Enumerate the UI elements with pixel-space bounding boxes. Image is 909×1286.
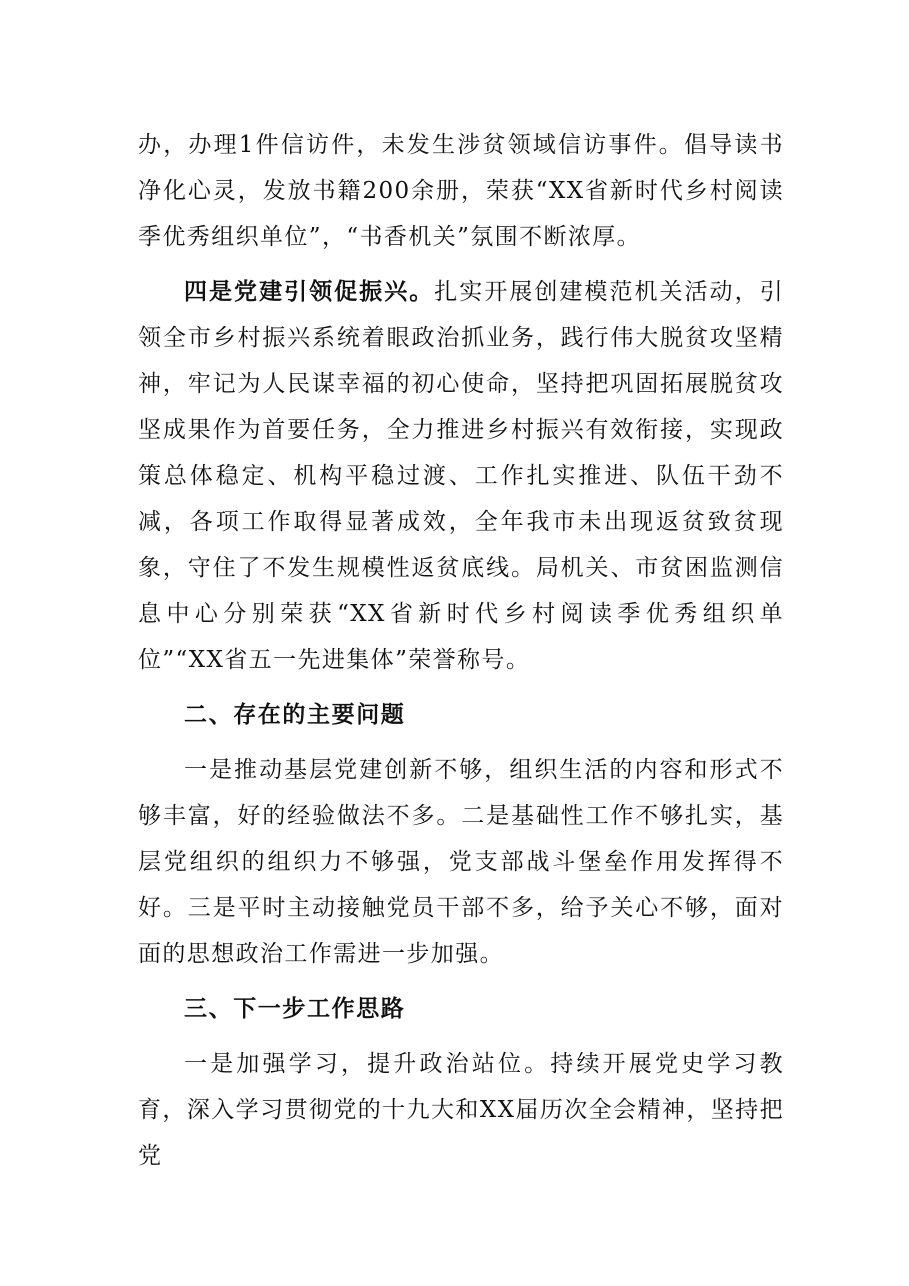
paragraph-lead-text: 四是党建引领促振兴。 [184,279,435,305]
section-heading-problems: 二、存在的主要问题 [184,702,406,728]
paragraph-continued: 办，办理1件信访件，未发生涉贫领域信访事件。倡导读书净化心灵，发放书籍200余册，荣获“XX省新时代乡村阅读季优秀组织单位”，“书香机关”氛围不断浓厚。 [138,132,784,250]
paragraph-body-text: 扎实开展创建模范机关活动，引领全市乡村振兴系统着眼政治抓业务，践行伟大脱贫攻坚精神，牢记为人民谋幸福的初心使命，坚持把巩固拓展脱贫攻坚成果作为首要任务，全力推进乡村振兴有效衔接，实现政策总体稳定、机构平稳过渡、工作扎实推进、队伍干劲不减，各项工作取得显著成效，全年我市未出现返贫致贫现象，守住了不发生规模性返贫底线。局机关、市贫困监测信息中心分别荣获“XX省新时代乡村阅读季优秀组织单位”“XX省五一先进集体”荣誉称号。 [138,279,784,673]
document-body [138,122,784,1188]
paragraph-party-building [138,269,784,683]
paragraph-next-steps: 一是加强学习，提升政治站位。持续开展党史学习教育，深入学习贯彻党的十九大和XX届历次全会精神，坚持把党 [138,1051,784,1169]
paragraph-problems: 一是推动基层党建创新不够，组织生活的内容和形式不够丰富，好的经验做法不多。二是基础性工作不够扎实，基层党组织的组织力不够强，党支部战斗堡垒作用发挥得不好。三是平时主动接触党员干部不多，给予关心不够，面对面的思想政治工作需进一步加强。 [138,757,784,967]
section-heading-next-steps: 三、下一步工作思路 [184,996,406,1022]
